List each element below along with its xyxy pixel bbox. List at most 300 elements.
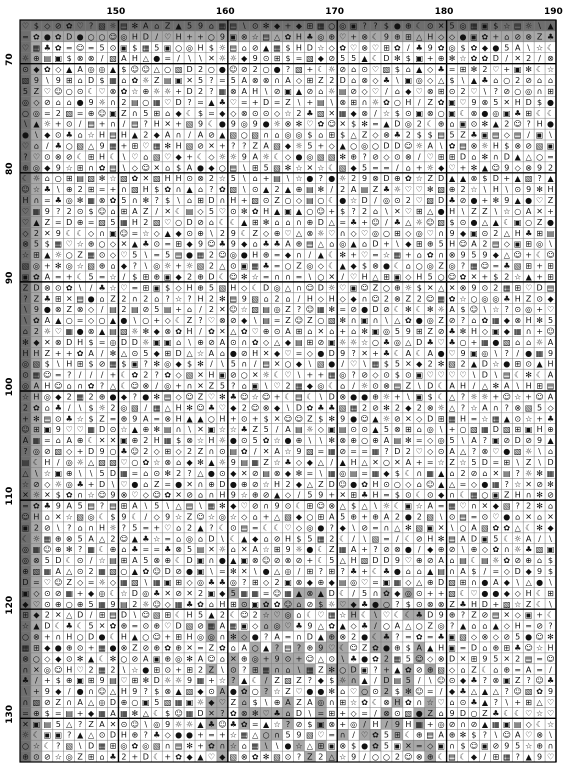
pattern-symbol: ♣ [218, 97, 226, 107]
pattern-symbol: ● [87, 294, 95, 304]
pattern-symbol: ▧ [87, 174, 95, 184]
pattern-symbol: ☆ [273, 719, 281, 729]
pattern-symbol: 9 [252, 54, 258, 64]
pattern-symbol: ▦ [229, 621, 238, 631]
pattern-symbol: ▦ [546, 468, 555, 478]
pattern-symbol: ☺ [240, 610, 249, 620]
pattern-symbol: ♡ [350, 359, 358, 369]
pattern-symbol: A [241, 76, 247, 86]
pattern-symbol: = [54, 370, 62, 380]
pattern-symbol: 9 [55, 163, 61, 173]
pattern-symbol: ◎ [65, 752, 73, 762]
pattern-symbol: ☾ [546, 108, 555, 118]
pattern-symbol: + [547, 206, 554, 216]
pattern-symbol: 9 [230, 457, 236, 467]
pattern-symbol: ♡ [21, 206, 30, 216]
pattern-symbol: $ [340, 130, 346, 140]
pattern-symbol: ▦ [295, 381, 303, 391]
pattern-symbol: ⊞ [273, 545, 281, 555]
pattern-symbol: D [481, 370, 488, 380]
pattern-symbol: D [438, 174, 445, 184]
pattern-symbol: ✿ [65, 283, 73, 293]
pattern-symbol: ♡ [284, 523, 292, 533]
pattern-symbol: ○ [262, 730, 270, 740]
pattern-symbol: ⊕ [448, 730, 456, 740]
pattern-symbol: + [328, 490, 336, 500]
pattern-symbol: ▣ [502, 719, 511, 729]
pattern-symbol: H [164, 174, 171, 184]
pattern-symbol: \ [78, 283, 82, 293]
pattern-symbol: ◇ [525, 719, 532, 729]
pattern-symbol: ◆ [153, 130, 160, 140]
pattern-symbol: ☼ [306, 425, 314, 435]
pattern-symbol: ⊙ [65, 654, 73, 664]
pattern-symbol: / [417, 97, 421, 107]
pattern-symbol: D [98, 479, 106, 489]
pattern-symbol: ✿ [503, 556, 511, 566]
pattern-symbol: = [98, 272, 106, 282]
pattern-symbol: ☾ [109, 152, 117, 162]
pattern-symbol: 2 [33, 523, 39, 533]
pattern-symbol: ♣ [306, 32, 314, 42]
pattern-symbol: ♡ [218, 206, 226, 216]
pattern-symbol: △ [88, 730, 95, 740]
pattern-symbol: ⊘ [197, 217, 204, 227]
pattern-symbol: ⊙ [372, 381, 379, 391]
pattern-symbol: ✿ [415, 632, 423, 642]
pattern-symbol: ◎ [21, 381, 29, 391]
pattern-symbol: ▧ [284, 512, 292, 522]
pattern-symbol: ⊙ [426, 490, 434, 500]
pattern-symbol: 2 [362, 403, 368, 413]
pattern-symbol: ✕ [306, 163, 314, 173]
pattern-symbol: ▲ [361, 54, 368, 64]
pattern-symbol: ⊕ [273, 697, 281, 707]
pattern-symbol: ✿ [426, 250, 434, 260]
pattern-symbol: ▧ [251, 196, 259, 206]
pattern-symbol: ✕ [22, 719, 29, 729]
pattern-symbol: ▣ [448, 632, 456, 642]
pattern-symbol: ⊕ [372, 436, 379, 446]
pattern-symbol: ◎ [175, 654, 183, 664]
pattern-symbol: = [54, 272, 62, 282]
pattern-symbol: 9 [165, 719, 171, 729]
pattern-symbol: ▧ [109, 54, 117, 64]
pattern-symbol: A [66, 436, 72, 446]
pattern-symbol: ⊗ [426, 599, 434, 609]
pattern-symbol: ⊞ [514, 359, 522, 369]
pattern-symbol: ○ [284, 261, 292, 271]
pattern-symbol: ⊕ [372, 392, 379, 402]
pattern-symbol: \ [516, 381, 520, 391]
pattern-symbol: + [208, 676, 215, 686]
pattern-symbol: ⊘ [43, 97, 51, 107]
pattern-symbol: ▤ [131, 305, 139, 315]
pattern-symbol: 5 [154, 501, 160, 511]
pattern-symbol: A [504, 381, 510, 391]
pattern-symbol: ⊕ [109, 545, 117, 555]
pattern-symbol: H [252, 250, 259, 260]
pattern-symbol: + [76, 708, 84, 718]
pattern-symbol: ☺ [261, 392, 271, 402]
pattern-symbol: ✻ [262, 21, 270, 31]
pattern-symbol: 9 [537, 163, 543, 173]
pattern-symbol: Z [143, 206, 149, 216]
pattern-symbol: ✻ [54, 261, 62, 271]
pattern-symbol: ▤ [284, 643, 292, 653]
pattern-symbol: ⊙ [142, 621, 150, 631]
pattern-symbol: ? [67, 730, 72, 740]
pattern-symbol: ⊞ [87, 676, 95, 686]
pattern-symbol: ⊘ [186, 490, 193, 500]
pattern-symbol: ⌂ [438, 708, 444, 718]
pattern-symbol: ▲ [427, 567, 434, 577]
pattern-symbol: 5 [351, 54, 357, 64]
pattern-symbol: ⊞ [470, 654, 478, 664]
pattern-symbol: + [481, 196, 489, 206]
pattern-symbol: 9 [537, 567, 543, 577]
pattern-symbol: ◇ [481, 545, 488, 555]
pattern-symbol: + [372, 348, 379, 358]
pattern-symbol: $ [449, 76, 455, 86]
pattern-symbol: 9 [438, 610, 444, 620]
pattern-symbol: ✻ [339, 316, 347, 326]
pattern-symbol: Z [153, 76, 160, 86]
pattern-symbol: $ [416, 283, 422, 293]
pattern-symbol: ● [262, 567, 270, 577]
pattern-symbol: ▧ [524, 403, 533, 413]
pattern-symbol: ▣ [415, 370, 424, 380]
pattern-symbol: ☺ [141, 163, 150, 173]
pattern-symbol: ☼ [142, 76, 150, 86]
pattern-symbol: ⊗ [43, 283, 51, 293]
pattern-symbol: ☆ [175, 294, 183, 304]
pattern-symbol: 9 [318, 490, 324, 500]
pattern-symbol: ⊙ [33, 752, 40, 762]
pattern-symbol: \ [450, 523, 454, 533]
pattern-symbol: ▦ [393, 654, 402, 664]
pattern-symbol: + [219, 730, 226, 740]
pattern-symbol: + [339, 719, 347, 729]
pattern-symbol: ▧ [98, 457, 106, 467]
pattern-symbol: 2 [460, 86, 466, 96]
pattern-symbol: ⌂ [482, 468, 488, 478]
pattern-symbol: ☾ [76, 152, 84, 162]
pattern-symbol: ⊞ [142, 283, 150, 293]
pattern-symbol: ♣ [273, 239, 281, 249]
pattern-symbol: ⌂ [241, 381, 247, 391]
pattern-symbol: 5 [197, 610, 204, 620]
pattern-symbol: ◎ [21, 97, 29, 107]
pattern-symbol: ▧ [502, 337, 511, 347]
pattern-symbol: ◆ [328, 577, 335, 587]
pattern-symbol: ◆ [197, 687, 204, 697]
pattern-symbol: ○ [65, 141, 73, 151]
pattern-symbol: ▦ [371, 447, 380, 457]
pattern-symbol: ▦ [152, 577, 161, 587]
pattern-symbol: ◆ [295, 21, 303, 31]
pattern-symbol: ⊘ [339, 65, 347, 75]
pattern-symbol: ☆ [229, 512, 237, 522]
pattern-symbol: ⊙ [404, 490, 412, 500]
pattern-symbol: ☆ [546, 65, 555, 75]
pattern-symbol: ⊗ [98, 196, 106, 206]
pattern-symbol: ▦ [349, 403, 358, 413]
pattern-symbol: ♡ [546, 305, 555, 315]
pattern-symbol: △ [98, 534, 106, 544]
pattern-symbol: ▲ [317, 632, 324, 642]
pattern-symbol: ✕ [208, 54, 215, 64]
pattern-symbol: ☾ [371, 697, 380, 707]
pattern-symbol: ⌂ [99, 752, 105, 762]
pattern-symbol: ✿ [33, 272, 40, 282]
pattern-symbol: ☺ [152, 490, 161, 500]
pattern-symbol: ◇ [142, 490, 149, 500]
pattern-symbol: ∩ [22, 697, 29, 707]
pattern-symbol: ● [470, 217, 478, 227]
pattern-symbol: ▧ [437, 217, 445, 227]
pattern-symbol: ⌂ [416, 250, 422, 260]
pattern-symbol: ⌂ [537, 512, 543, 522]
pattern-symbol: \ [374, 610, 377, 620]
pattern-symbol: A [427, 348, 433, 358]
pattern-symbol: ⌂ [285, 708, 291, 718]
pattern-symbol: ✿ [120, 86, 128, 96]
pattern-symbol: ✻ [328, 687, 336, 697]
pattern-symbol: △ [438, 76, 445, 86]
pattern-symbol: ◇ [405, 479, 412, 489]
pattern-symbol: A [285, 425, 291, 435]
pattern-symbol: ☼ [328, 599, 336, 609]
pattern-symbol: $ [165, 708, 171, 718]
pattern-symbol: ✻ [426, 185, 434, 195]
pattern-symbol: △ [536, 697, 543, 707]
pattern-symbol: 9 [471, 283, 477, 293]
pattern-symbol: \ [242, 174, 246, 184]
pattern-symbol: ✕ [186, 588, 193, 598]
pattern-symbol: H [22, 348, 29, 358]
pattern-symbol: ♡ [43, 86, 51, 96]
pattern-symbol: ▧ [65, 741, 74, 751]
pattern-symbol: ⊘ [317, 337, 325, 347]
pattern-symbol: ⊞ [76, 163, 84, 173]
pattern-symbol: ✕ [153, 163, 161, 173]
pattern-symbol: 5 [143, 556, 149, 566]
pattern-symbol: ✿ [164, 185, 172, 195]
pattern-symbol: ◆ [33, 337, 40, 347]
pattern-symbol: ▦ [98, 741, 106, 751]
pattern-symbol: ● [481, 108, 489, 118]
pattern-symbol: ◇ [503, 130, 510, 140]
pattern-symbol: ▧ [185, 370, 194, 380]
pattern-symbol: ♡ [382, 610, 391, 620]
pattern-symbol: ☾ [404, 534, 412, 544]
pattern-symbol: ⊗ [273, 468, 281, 478]
pattern-symbol: \ [56, 523, 60, 533]
pattern-symbol: $ [296, 534, 302, 544]
pattern-symbol: ▣ [470, 348, 478, 358]
pattern-symbol: ▲ [219, 130, 226, 140]
pattern-symbol: 2 [383, 687, 389, 697]
pattern-symbol: ✕ [43, 228, 51, 238]
pattern-symbol: ⊞ [350, 490, 357, 500]
pattern-symbol: ◆ [175, 108, 182, 118]
pattern-symbol: ✕ [98, 436, 106, 446]
pattern-symbol: ◎ [164, 381, 172, 391]
pattern-symbol: ♣ [54, 196, 62, 206]
pattern-symbol: ♣ [229, 392, 237, 402]
pattern-symbol: ▧ [229, 752, 238, 762]
pattern-symbol: ◇ [153, 512, 160, 522]
pattern-symbol: ▣ [317, 719, 325, 729]
pattern-symbol: ☼ [536, 337, 544, 347]
pattern-symbol: / [253, 447, 257, 457]
pattern-symbol: D [175, 97, 182, 107]
pattern-symbol: ▣ [284, 577, 292, 587]
pattern-symbol: ☾ [218, 523, 226, 533]
pattern-symbol: ♡ [339, 283, 347, 293]
pattern-symbol: A [394, 621, 401, 631]
pattern-symbol: ◆ [383, 468, 390, 478]
pattern-symbol: ? [318, 567, 323, 577]
pattern-symbol: ○ [306, 512, 314, 522]
pattern-symbol: ♣ [218, 577, 226, 587]
pattern-symbol: ◎ [65, 196, 73, 206]
pattern-symbol: Z [66, 577, 72, 587]
pattern-symbol: △ [66, 610, 73, 620]
pattern-symbol: ▦ [371, 359, 380, 369]
pattern-symbol: ✻ [240, 206, 248, 216]
pattern-symbol: $ [547, 567, 554, 577]
pattern-symbol: ◇ [131, 163, 138, 173]
pattern-symbol: + [284, 21, 292, 31]
pattern-symbol: H [274, 479, 281, 489]
pattern-symbol: ☾ [153, 752, 161, 762]
pattern-symbol: 9 [318, 643, 324, 653]
pattern-symbol: + [328, 206, 336, 216]
pattern-symbol: ⊕ [120, 697, 128, 707]
pattern-symbol: ☺ [316, 501, 325, 511]
pattern-symbol: ⊙ [229, 206, 237, 216]
pattern-symbol: D [44, 621, 51, 631]
pattern-symbol: ⊙ [262, 108, 270, 118]
pattern-symbol: A [241, 86, 247, 96]
pattern-symbol: ▧ [426, 512, 434, 522]
pattern-symbol: ⊙ [448, 86, 456, 96]
pattern-symbol: ? [23, 294, 28, 304]
pattern-symbol: ◎ [109, 337, 117, 347]
pattern-symbol: ▲ [470, 76, 478, 86]
pattern-symbol: = [426, 632, 434, 642]
pattern-symbol: △ [503, 250, 510, 260]
pattern-symbol: D [470, 534, 478, 544]
pattern-symbol: ✿ [361, 479, 368, 489]
pattern-symbol: + [492, 32, 500, 42]
pattern-symbol: ✻ [229, 567, 237, 577]
pattern-symbol: ∩ [525, 326, 532, 336]
pattern-symbol: H [252, 348, 259, 358]
pattern-symbol: ⊕ [54, 599, 62, 609]
pattern-symbol: ☾ [87, 436, 95, 446]
row-number-label: 110 [5, 486, 15, 506]
pattern-symbol: Z [99, 414, 105, 424]
pattern-symbol: ♡ [273, 610, 281, 620]
pattern-symbol: ⊗ [22, 654, 29, 664]
pattern-symbol: ● [317, 523, 325, 533]
pattern-symbol: ▤ [492, 610, 500, 620]
pattern-symbol: ▣ [492, 326, 500, 336]
pattern-symbol: ⌂ [318, 86, 324, 96]
pattern-symbol: Z [186, 512, 193, 522]
pattern-symbol: 2 [329, 76, 335, 86]
pattern-symbol: D [328, 348, 335, 358]
pattern-symbol: ✿ [219, 643, 226, 653]
pattern-symbol: ☾ [536, 108, 544, 118]
pattern-symbol: ☆ [229, 425, 237, 435]
pattern-symbol: 5 [154, 697, 160, 707]
pattern-symbol: Z [427, 174, 433, 184]
pattern-symbol: ▧ [338, 403, 347, 413]
pattern-symbol: ⌂ [340, 687, 346, 697]
pattern-symbol: \ [319, 392, 323, 402]
pattern-symbol: ▧ [251, 305, 259, 315]
pattern-symbol: A [460, 567, 466, 577]
pattern-symbol: ▦ [174, 697, 183, 707]
pattern-symbol: ♡ [120, 457, 128, 467]
pattern-symbol: ⊗ [284, 119, 292, 129]
pattern-symbol: = [437, 501, 445, 511]
pattern-symbol: H [460, 381, 467, 391]
pattern-symbol: ☼ [21, 54, 30, 64]
pattern-symbol: ☺ [141, 65, 150, 75]
pattern-symbol: △ [273, 32, 281, 42]
pattern-symbol: H [350, 556, 357, 566]
pattern-symbol: ? [296, 305, 302, 315]
pattern-symbol: A [219, 687, 226, 697]
pattern-symbol: ◆ [427, 545, 434, 555]
pattern-symbol: ⊞ [328, 567, 336, 577]
pattern-symbol: ☼ [142, 599, 150, 609]
pattern-symbol: ▦ [120, 708, 128, 718]
pattern-symbol: $ [351, 119, 357, 129]
pattern-symbol: ▦ [98, 567, 106, 577]
pattern-symbol: ⊕ [426, 752, 434, 762]
pattern-symbol: $ [471, 567, 477, 577]
pattern-symbol: A [77, 65, 83, 75]
pattern-symbol: ⊙ [525, 359, 533, 369]
pattern-symbol: ✕ [339, 119, 347, 129]
pattern-symbol: ⊕ [448, 185, 456, 195]
pattern-symbol: ⊗ [164, 326, 172, 336]
pattern-symbol: ✕ [164, 206, 172, 216]
pattern-symbol: ♡ [426, 152, 434, 162]
pattern-symbol: ▣ [415, 54, 424, 64]
pattern-symbol: ▦ [152, 97, 161, 107]
pattern-symbol: ♣ [415, 43, 423, 53]
pattern-symbol: ▤ [43, 414, 52, 424]
pattern-symbol: D [164, 567, 171, 577]
pattern-symbol: ✿ [262, 599, 270, 609]
pattern-symbol: ☾ [503, 534, 511, 544]
pattern-symbol: ♡ [536, 196, 544, 206]
pattern-symbol: ☾ [185, 108, 194, 118]
pattern-symbol: \ [297, 370, 301, 380]
pattern-symbol: = [262, 588, 270, 598]
pattern-symbol: ◆ [394, 588, 401, 598]
pattern-symbol: ☼ [196, 697, 205, 707]
pattern-symbol: $ [55, 676, 61, 686]
pattern-symbol: \ [330, 97, 334, 107]
